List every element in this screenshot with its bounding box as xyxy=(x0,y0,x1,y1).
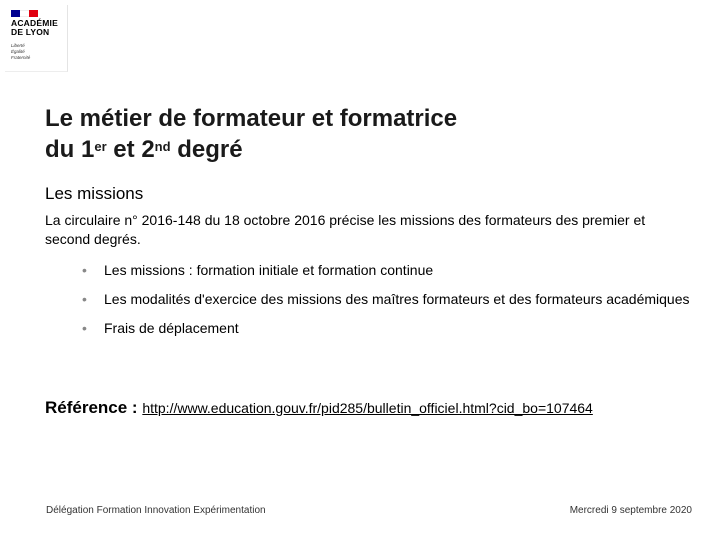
logo-motto xyxy=(11,43,30,61)
logo-motto-line: Égalité xyxy=(11,49,25,54)
reference-line xyxy=(45,398,705,418)
section-subtitle: Les missions xyxy=(45,184,144,203)
bullet-icon: • xyxy=(82,291,87,307)
missions-list xyxy=(82,261,692,348)
title-line1: Le métier de formateur et formatrice xyxy=(45,105,458,132)
academie-logo xyxy=(5,5,68,72)
bullet-icon: • xyxy=(82,320,87,336)
bullet-icon: • xyxy=(82,262,87,278)
reference-label: Référence : xyxy=(45,398,143,417)
title-line2-prefix: du 1 xyxy=(45,136,95,163)
logo-motto-line: Fraternité xyxy=(11,55,31,60)
title-sup-er: er xyxy=(94,139,107,154)
logo-name-line1: ACADÉMIE xyxy=(11,18,58,28)
title-sup-nd: nd xyxy=(154,139,171,154)
title-line2-suffix: degré xyxy=(170,136,243,163)
list-item xyxy=(82,290,692,309)
logo-name-line2: DE LYON xyxy=(11,27,50,37)
logo-motto-line: Liberté xyxy=(11,43,25,48)
intro-paragraph: La circulaire n° 2016-148 du 18 octobre 2016 précise les missions des formateurs des premier et second degrés. xyxy=(45,212,646,247)
list-item-text: Les missions : formation initiale et formation continue xyxy=(104,262,434,278)
list-item xyxy=(82,261,692,280)
list-item-text: Les modalités d'exercice des missions des maîtres formateurs et des formateurs académiques xyxy=(104,291,690,307)
footer-date: Mercredi 9 septembre 2020 xyxy=(569,505,692,516)
flag-icon xyxy=(11,10,38,17)
list-item xyxy=(82,319,692,338)
logo-name xyxy=(11,19,58,37)
slide-title xyxy=(45,103,685,165)
list-item-text: Frais de déplacement xyxy=(104,320,239,336)
footer-department: Délégation Formation Innovation Expérimentation xyxy=(46,505,266,516)
title-line2-mid: et 2 xyxy=(106,136,155,163)
reference-link[interactable]: http://www.education.gouv.fr/pid285/bulletin_officiel.html?cid_bo=107464 xyxy=(142,400,593,416)
